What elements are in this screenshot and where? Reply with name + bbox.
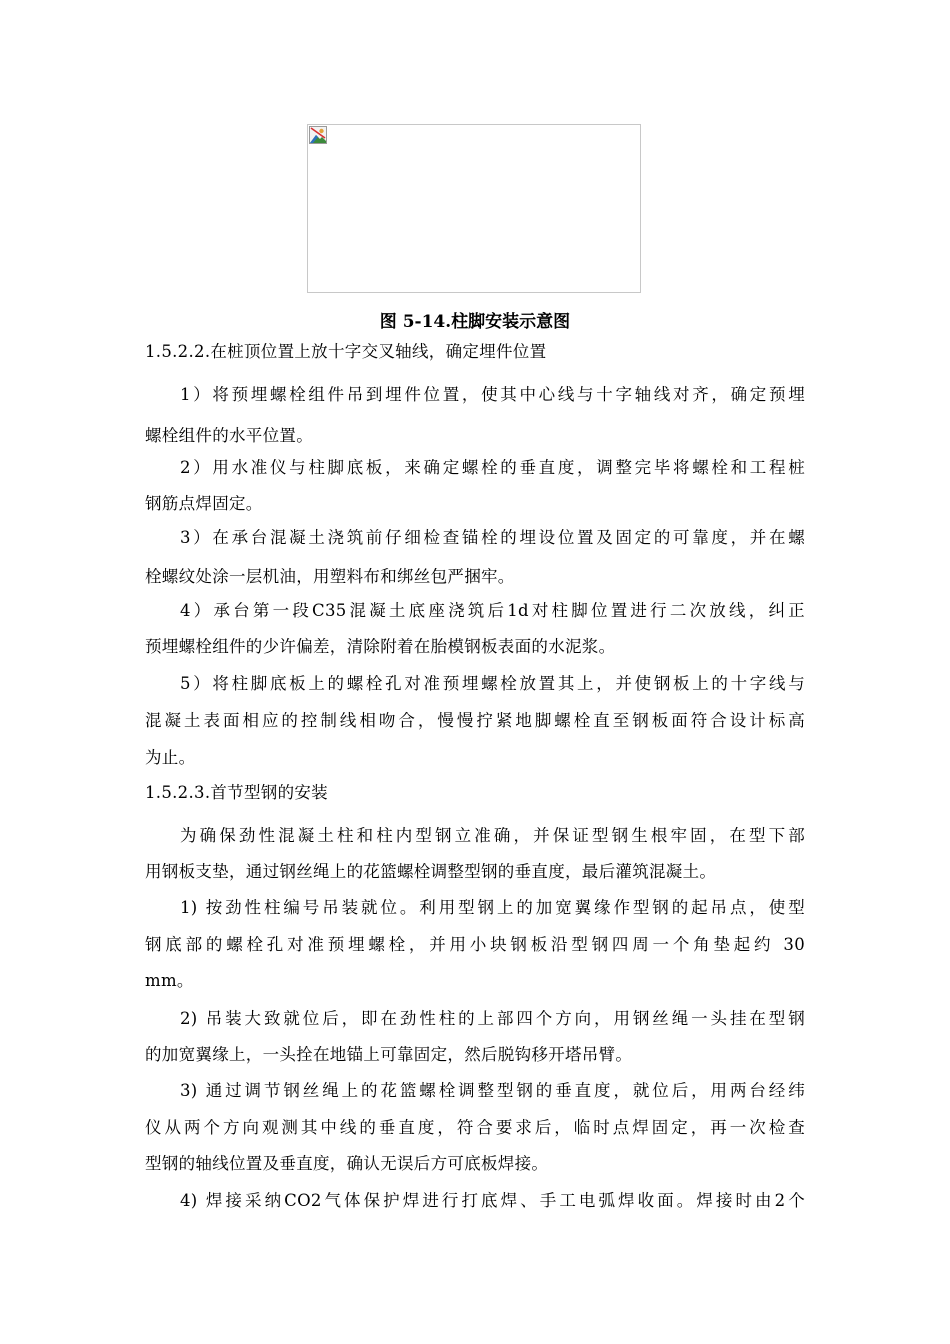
paragraph-line: 3）在承台混凝土浇筑前仔细检查锚栓的埋设位置及固定的可靠度，并在螺 bbox=[180, 528, 805, 547]
paragraph-line: 的加宽翼缘上，一头拴在地锚上可靠固定，然后脱钩移开塔吊臂。 bbox=[145, 1045, 633, 1064]
section-heading-1-5-2-2: 1.5.2.2.在桩顶位置上放十字交叉轴线，确定埋件位置 bbox=[145, 342, 547, 361]
paragraph-line: 2) 吊装大致就位后，即在劲性柱的上部四个方向，用钢丝绳一头挂在型钢 bbox=[180, 1009, 805, 1028]
paragraph-line: 5）将柱脚底板上的螺栓孔对准预埋螺栓放置其上，并使钢板上的十字线与 bbox=[180, 674, 805, 693]
section-heading-1-5-2-3: 1.5.2.3.首节型钢的安装 bbox=[145, 783, 328, 802]
figure-caption: 图 5-14.柱脚安装示意图 bbox=[379, 312, 571, 332]
paragraph-line: 3) 通过调节钢丝绳上的花篮螺栓调整型钢的垂直度，就位后，用两台经纬 bbox=[180, 1081, 805, 1100]
paragraph-line: 钢底部的螺栓孔对准预埋螺栓，并用小块钢板沿型钢四周一个角垫起约 30 bbox=[145, 935, 805, 954]
paragraph-line: 4) 焊接采纳CO2气体保护焊进行打底焊、手工电弧焊收面。焊接时由2个 bbox=[180, 1191, 805, 1210]
paragraph-line: 为止。 bbox=[145, 748, 196, 767]
paragraph-line: 仪从两个方向观测其中线的垂直度，符合要求后，临时点焊固定，再一次检查 bbox=[145, 1118, 805, 1137]
paragraph-line: 2）用水准仪与柱脚底板，来确定螺栓的垂直度，调整完毕将螺栓和工程桩 bbox=[180, 458, 805, 477]
paragraph-line: 4）承台第一段C35混凝土底座浇筑后1d对柱脚位置进行二次放线，纠正 bbox=[180, 601, 805, 620]
paragraph-line: 螺栓组件的水平位置。 bbox=[145, 426, 313, 445]
paragraph-line: 1）将预埋螺栓组件吊到埋件位置，使其中心线与十字轴线对齐，确定预埋 bbox=[180, 385, 805, 404]
broken-image-icon bbox=[309, 126, 327, 144]
paragraph-line: 型钢的轴线位置及垂直度，确认无误后方可底板焊接。 bbox=[145, 1154, 549, 1173]
paragraph-line: 1) 按劲性柱编号吊装就位。利用型钢上的加宽翼缘作型钢的起吊点，使型 bbox=[180, 898, 805, 917]
paragraph-line: 栓螺纹处涂一层机油，用塑料布和绑丝包严捆牢。 bbox=[145, 567, 515, 586]
figure-image-placeholder bbox=[307, 124, 641, 293]
paragraph-line: 用钢板支垫，通过钢丝绳上的花篮螺栓调整型钢的垂直度，最后灌筑混凝土。 bbox=[145, 862, 717, 881]
paragraph-line: 钢筋点焊固定。 bbox=[145, 494, 263, 513]
paragraph-line: mm。 bbox=[145, 971, 194, 990]
paragraph-line: 混凝土表面相应的控制线相吻合，慢慢拧紧地脚螺栓直至钢板面符合设计标高 bbox=[145, 711, 805, 730]
paragraph-line: 预埋螺栓组件的少许偏差，清除附着在胎模钢板表面的水泥浆。 bbox=[145, 637, 616, 656]
paragraph-line: 为确保劲性混凝土柱和柱内型钢立准确，并保证型钢生根牢固，在型下部 bbox=[180, 826, 805, 845]
